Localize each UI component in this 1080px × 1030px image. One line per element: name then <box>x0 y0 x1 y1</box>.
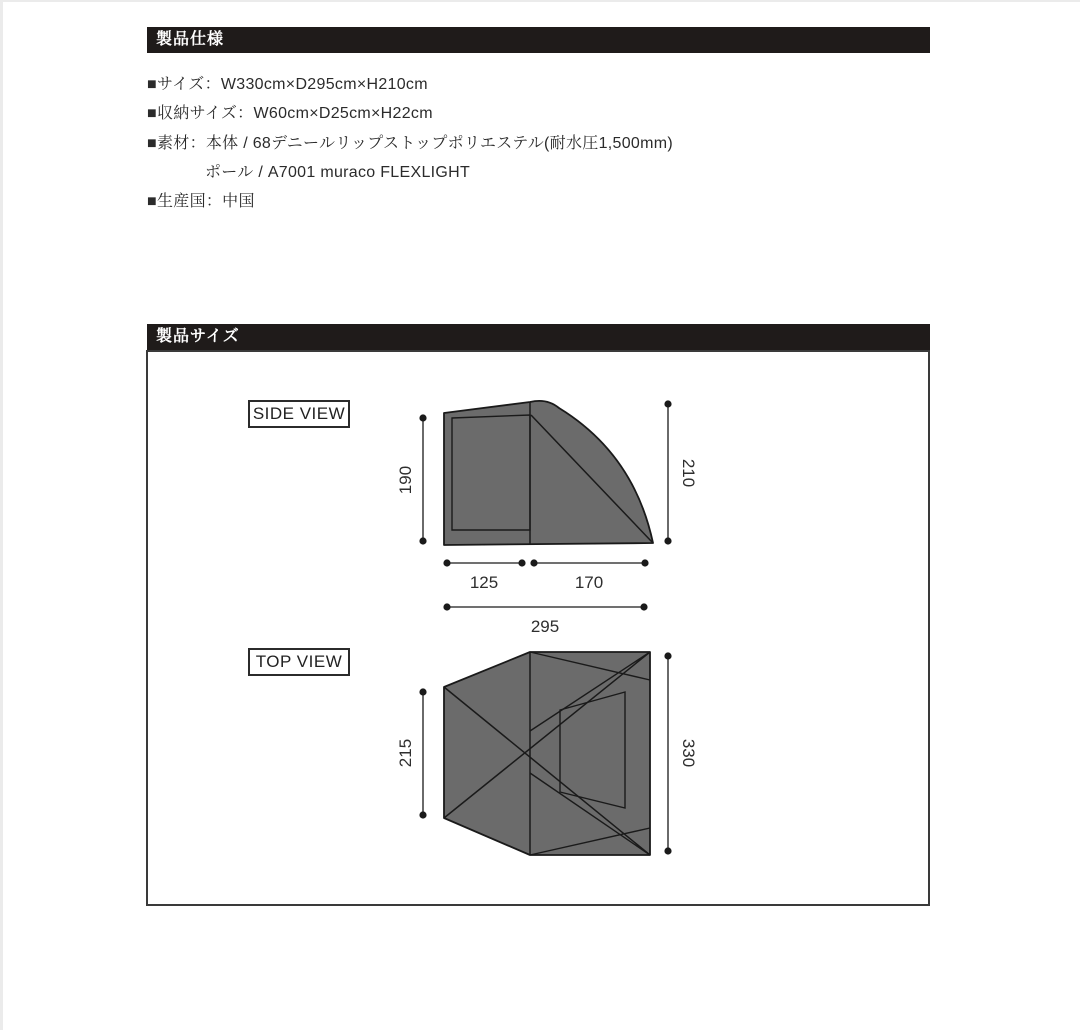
top-view-label-box: TOP VIEW <box>248 648 350 676</box>
spec-item-material: ■素材：本体 / 68デニールリップストップポリエステル(耐水圧1,500mm) <box>147 134 673 152</box>
dimension-endpoint-dot <box>419 811 426 818</box>
size-diagram-box <box>146 350 930 906</box>
dimension-endpoint-dot <box>419 414 426 421</box>
side-dim-bottom-total <box>443 603 647 636</box>
dimension-endpoint-dot <box>641 559 648 566</box>
dimension-endpoint-dot <box>664 400 671 407</box>
dimension-endpoint-dot <box>419 537 426 544</box>
spec-item-pole: ポール / A7001 muraco FLEXLIGHT <box>205 163 471 181</box>
dimension-label: 330 <box>679 738 698 768</box>
side-dim-left <box>396 414 427 544</box>
dimension-label: 215 <box>396 738 415 768</box>
dimension-label: 210 <box>679 458 698 488</box>
spec-section-header: 製品仕様 <box>147 27 930 53</box>
side-dim-bottom-split <box>443 559 648 592</box>
spec-item-packed-size: ■収納サイズ：W60cm×D25cm×H22cm <box>147 105 433 123</box>
dimension-drawings <box>148 352 928 904</box>
top-dim-left <box>396 688 427 818</box>
dimension-endpoint-dot <box>530 559 537 566</box>
dimension-label: 125 <box>469 573 499 592</box>
dimension-endpoint-dot <box>443 603 450 610</box>
dimension-label: 190 <box>396 465 415 495</box>
dimension-endpoint-dot <box>664 652 671 659</box>
page-left-edge-shade <box>0 0 3 1030</box>
dimension-endpoint-dot <box>664 847 671 854</box>
dimension-endpoint-dot <box>443 559 450 566</box>
side-view-label-box: SIDE VIEW <box>248 400 350 428</box>
dimension-label: 170 <box>574 573 604 592</box>
spec-item-country: ■生産国：中国 <box>147 193 255 211</box>
dimension-endpoint-dot <box>518 559 525 566</box>
size-section-header: 製品サイズ <box>147 324 930 350</box>
side-dim-right <box>664 400 698 544</box>
top-dim-right <box>664 652 698 854</box>
dimension-label: 295 <box>530 617 560 636</box>
dimension-endpoint-dot <box>640 603 647 610</box>
spec-list <box>147 70 930 216</box>
dimension-endpoint-dot <box>664 537 671 544</box>
page-top-edge-shade <box>0 0 1080 2</box>
top-view-drawing <box>396 652 698 855</box>
tent-side-silhouette <box>444 401 653 545</box>
dimension-endpoint-dot <box>419 688 426 695</box>
side-view-drawing <box>396 400 698 636</box>
spec-item-size: ■サイズ：W330cm×D295cm×H210cm <box>147 76 428 93</box>
tent-top-footprint <box>444 652 650 855</box>
